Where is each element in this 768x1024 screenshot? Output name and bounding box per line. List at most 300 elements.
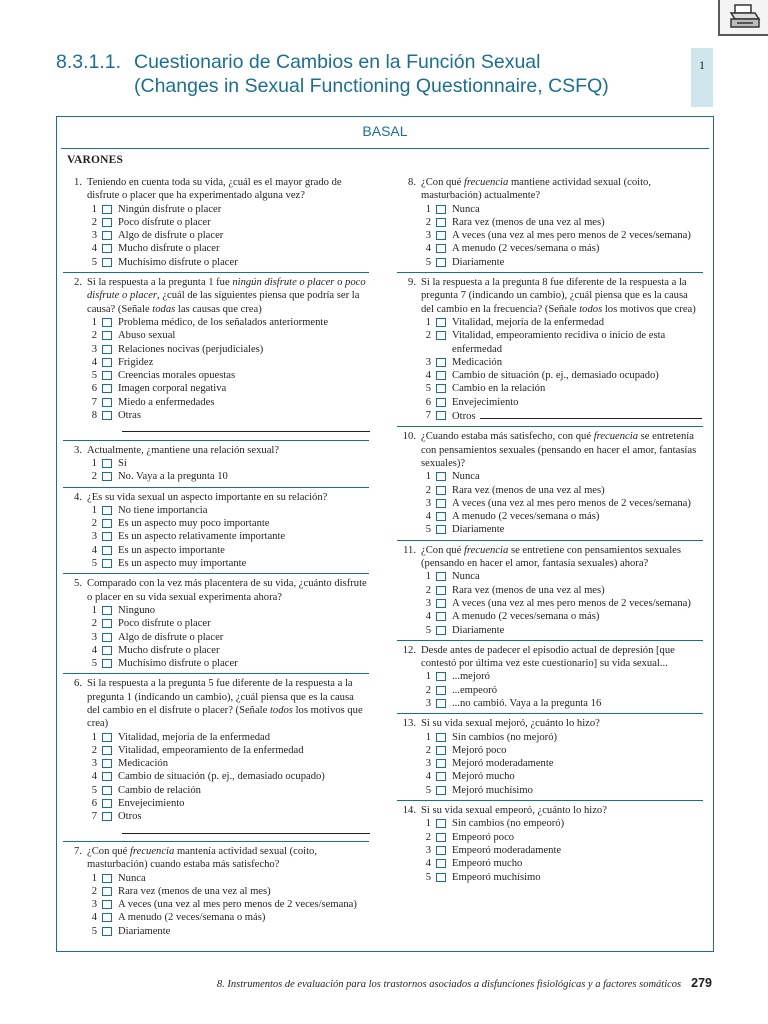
option-number: 2: [91, 518, 97, 530]
answer-option[interactable]: [63, 343, 369, 356]
option-checkbox[interactable]: [102, 733, 112, 742]
answer-option[interactable]: [397, 256, 703, 269]
option-label-text: A menudo (2 veces/semana o más): [452, 611, 600, 623]
option-label-text: Sin cambios (no empeoró): [452, 818, 565, 830]
option-label-text: Rara vez (menos de una vez al mes): [452, 584, 605, 596]
question-number: 8.: [408, 177, 416, 188]
option-label: [452, 570, 703, 583]
answer-option[interactable]: [397, 584, 703, 597]
option-checkbox[interactable]: [436, 358, 446, 367]
option-checkbox[interactable]: [102, 318, 112, 327]
option-label: [118, 644, 369, 657]
answer-option[interactable]: [63, 770, 369, 783]
option-checkbox[interactable]: [102, 812, 112, 821]
answer-option[interactable]: [63, 356, 369, 369]
answer-option[interactable]: [397, 510, 703, 523]
question-text-part: , ¿cuál de las siguientes piensa que podría ser la causa? (Señale: [87, 290, 360, 315]
question-7: [63, 842, 369, 941]
option-checkbox[interactable]: [102, 927, 112, 936]
answer-option[interactable]: [397, 484, 703, 497]
question-text-part: Teniendo en cuenta toda su vida, ¿cuál es el mayor grado de disfrute o placer que ha experimentado alguna vez?: [87, 177, 342, 202]
question-number: 6.: [74, 678, 82, 690]
option-checkbox[interactable]: [102, 258, 112, 267]
answer-option[interactable]: [397, 470, 703, 483]
answer-option[interactable]: [397, 409, 703, 423]
option-label-text: ...empeoró: [452, 684, 498, 696]
option-number: 2: [91, 885, 97, 897]
answer-option[interactable]: [397, 329, 703, 356]
option-number: 2: [425, 744, 431, 756]
option-label: [118, 757, 369, 770]
question-text-part: frecuencia: [593, 431, 639, 443]
option-label-text: Sí: [118, 457, 127, 469]
option-checkbox[interactable]: [102, 619, 112, 628]
option-label-text: Empeoró mucho: [452, 858, 523, 870]
question-number: 9.: [408, 277, 416, 289]
answer-option[interactable]: [397, 396, 703, 409]
option-label: [452, 597, 703, 610]
option-number: 5: [425, 624, 431, 636]
option-label: [452, 369, 703, 382]
option-label: [452, 670, 703, 683]
option-number: 5: [91, 925, 97, 937]
option-label: [452, 770, 703, 783]
question-14: [397, 801, 703, 887]
question-text-part: Actualmente, ¿mantiene una relación sexual?: [87, 444, 280, 456]
option-number: 4: [91, 912, 97, 924]
question-text-part: ¿Cuando estaba más satisfecho, con qué: [421, 431, 594, 443]
option-number: 4: [425, 611, 431, 623]
question-number: 4.: [74, 491, 82, 503]
option-number: 1: [91, 604, 97, 616]
answer-option[interactable]: [397, 497, 703, 510]
answer-option[interactable]: [63, 457, 369, 470]
print-button[interactable]: [718, 0, 768, 36]
option-label-text: Rara vez (menos de una vez al mes): [118, 885, 271, 897]
option-number: 4: [91, 644, 97, 656]
answer-option[interactable]: [63, 229, 369, 242]
option-label-text: A veces (una vez al mes pero menos de 2 veces/semana): [118, 899, 357, 911]
option-checkbox[interactable]: [102, 331, 112, 340]
answer-option[interactable]: [397, 857, 703, 870]
option-number: 4: [91, 243, 97, 255]
option-checkbox[interactable]: [102, 633, 112, 642]
option-checkbox[interactable]: [102, 659, 112, 668]
option-label: [118, 885, 369, 898]
answer-option[interactable]: [397, 697, 703, 710]
answer-option[interactable]: [63, 744, 369, 757]
question-text: [87, 577, 369, 604]
option-checkbox[interactable]: [436, 318, 446, 327]
option-label-text: Es un aspecto importante: [118, 544, 225, 556]
question-number: 7.: [74, 845, 82, 857]
answer-option[interactable]: [397, 356, 703, 369]
option-checkbox[interactable]: [436, 819, 446, 828]
answer-option[interactable]: [63, 617, 369, 630]
option-checkbox[interactable]: [436, 626, 446, 635]
answer-option[interactable]: [63, 369, 369, 382]
answer-option[interactable]: [63, 797, 369, 810]
option-checkbox[interactable]: [102, 345, 112, 354]
option-checkbox[interactable]: [102, 772, 112, 781]
answer-option[interactable]: [397, 844, 703, 857]
option-checkbox[interactable]: [436, 786, 446, 795]
option-number: 3: [91, 899, 97, 911]
answer-option[interactable]: [397, 316, 703, 329]
answer-option[interactable]: [63, 657, 369, 670]
option-label: [118, 409, 370, 437]
option-label: [118, 604, 369, 617]
option-label: [118, 744, 369, 757]
option-checkbox[interactable]: [102, 358, 112, 367]
answer-option[interactable]: [397, 242, 703, 255]
option-number: 4: [91, 544, 97, 556]
question-stem: [397, 176, 703, 203]
option-label: [118, 470, 369, 483]
option-checkbox[interactable]: [436, 331, 446, 340]
option-label-text: Envejecimiento: [452, 396, 519, 408]
answer-option[interactable]: [397, 523, 703, 536]
option-checkbox[interactable]: [436, 859, 446, 868]
option-number: 2: [91, 618, 97, 630]
option-checkbox[interactable]: [436, 398, 446, 407]
option-label: [118, 329, 369, 342]
answer-option[interactable]: [63, 731, 369, 744]
option-label-text: Envejecimiento: [118, 798, 185, 810]
question-stem: [63, 677, 369, 730]
answer-option[interactable]: [63, 810, 369, 838]
question-text-part: frecuencia: [129, 845, 175, 857]
answer-option[interactable]: [63, 382, 369, 395]
answer-option[interactable]: [397, 731, 703, 744]
question-text-part: frecuencia: [463, 544, 509, 556]
option-checkbox[interactable]: [436, 231, 446, 240]
option-checkbox[interactable]: [102, 231, 112, 240]
answer-option[interactable]: [63, 631, 369, 644]
answer-option[interactable]: [63, 517, 369, 530]
answer-option[interactable]: [63, 242, 369, 255]
option-number: 1: [425, 818, 431, 830]
option-checkbox[interactable]: [102, 746, 112, 755]
answer-option[interactable]: [63, 256, 369, 269]
question-number: 12.: [402, 644, 416, 656]
option-checkbox[interactable]: [102, 371, 112, 380]
answer-option[interactable]: [63, 604, 369, 617]
option-label-text: Es un aspecto muy importante: [118, 558, 247, 570]
option-number: 3: [425, 697, 431, 709]
option-label-text: Mejoró mucho: [452, 771, 515, 783]
question-number: 10.: [402, 431, 416, 443]
answer-option[interactable]: [397, 670, 703, 683]
option-label: [452, 409, 703, 423]
option-number: 1: [91, 316, 97, 328]
option-checkbox[interactable]: [102, 244, 112, 253]
question-text-part: las causas que crea): [175, 303, 262, 315]
answer-option[interactable]: [63, 885, 369, 898]
option-checkbox[interactable]: [102, 887, 112, 896]
option-label-text: Algo de disfrute o placer: [118, 631, 224, 643]
option-checkbox[interactable]: [102, 646, 112, 655]
option-checkbox[interactable]: [436, 411, 446, 420]
answer-option[interactable]: [63, 544, 369, 557]
option-label-text: Imagen corporal negativa: [118, 383, 227, 395]
answer-option[interactable]: [63, 504, 369, 517]
answer-option[interactable]: [63, 409, 369, 437]
answer-option[interactable]: [397, 229, 703, 242]
option-label: [452, 523, 703, 536]
answer-option[interactable]: [397, 871, 703, 884]
answer-option[interactable]: [63, 872, 369, 885]
answer-option[interactable]: [63, 911, 369, 924]
option-number: 7: [91, 811, 97, 823]
answer-option[interactable]: [397, 610, 703, 623]
answer-option[interactable]: [397, 369, 703, 382]
option-label: [452, 871, 703, 884]
option-number: 6: [425, 396, 431, 408]
option-checkbox[interactable]: [102, 913, 112, 922]
answer-option[interactable]: [63, 644, 369, 657]
option-checkbox[interactable]: [436, 525, 446, 534]
answer-option[interactable]: [63, 329, 369, 342]
question-2: [63, 273, 369, 441]
answer-option[interactable]: [397, 784, 703, 797]
questionnaire-box: [56, 116, 714, 952]
option-checkbox[interactable]: [102, 559, 112, 568]
answer-option[interactable]: [397, 382, 703, 395]
option-checkbox[interactable]: [102, 786, 112, 795]
question-stem: [63, 444, 369, 457]
option-checkbox[interactable]: [436, 384, 446, 393]
option-label: [118, 544, 369, 557]
question-text-part: ningún disfrute o placer: [232, 277, 335, 289]
option-label: [452, 684, 703, 697]
question-text-part: mantenía actividad sexual (coito, masturbación) cuando estaba más satisfecho?: [87, 845, 317, 871]
option-checkbox[interactable]: [436, 873, 446, 882]
answer-option[interactable]: [63, 530, 369, 543]
question-text-part: Si su vida sexual mejoró, ¿cuánto lo hizo?: [421, 718, 600, 730]
answer-option[interactable]: [397, 684, 703, 697]
option-label: [118, 382, 369, 395]
option-number: 1: [91, 504, 97, 516]
answer-option[interactable]: [397, 757, 703, 770]
option-number: 5: [425, 871, 431, 883]
question-text-part: Si la respuesta a la pregunta 1 fue: [87, 277, 233, 289]
answer-option[interactable]: [63, 784, 369, 797]
option-checkbox[interactable]: [436, 586, 446, 595]
option-number: 1: [425, 731, 431, 743]
option-label-text: Poco disfrute o placer: [118, 216, 211, 228]
option-checkbox[interactable]: [436, 833, 446, 842]
question-text-part: todos: [269, 704, 293, 716]
option-checkbox[interactable]: [436, 472, 446, 481]
answer-option[interactable]: [397, 570, 703, 583]
question-stem: [63, 176, 369, 203]
option-label: [118, 369, 369, 382]
answer-option[interactable]: [63, 316, 369, 329]
option-number: 5: [425, 524, 431, 536]
option-label: [118, 911, 369, 924]
answer-option[interactable]: [63, 757, 369, 770]
question-text-part: Si la respuesta a la pregunta 8 fue diferente de la respuesta a la pregunta 7 (indicando un cambio), ¿cuál piensa que es la causa del cambio en la frecuencia? (Señale: [421, 277, 688, 315]
option-label-text: Cambio de relación: [118, 784, 201, 796]
option-number: 1: [91, 731, 97, 743]
question-text-part: poco disfrute o placer: [87, 277, 366, 302]
option-number: 1: [425, 671, 431, 683]
answer-option[interactable]: [63, 898, 369, 911]
question-text: [421, 717, 703, 730]
option-checkbox[interactable]: [436, 733, 446, 742]
option-number: 8: [91, 410, 97, 422]
option-number: 2: [425, 330, 431, 342]
option-label: [452, 697, 703, 710]
question-text: [421, 276, 703, 316]
option-label-text: Nunca: [118, 872, 146, 884]
question-stem: [397, 544, 703, 571]
option-checkbox[interactable]: [436, 699, 446, 708]
question-text: [421, 644, 703, 671]
option-label-text: Frigidez: [118, 356, 154, 368]
option-label-text: Mucho disfrute o placer: [118, 644, 220, 656]
option-checkbox[interactable]: [102, 218, 112, 227]
question-13: [397, 714, 703, 801]
option-label-text: Sin cambios (no mejoró): [452, 731, 558, 743]
option-checkbox[interactable]: [102, 506, 112, 515]
option-label: [452, 484, 703, 497]
answer-option[interactable]: [397, 624, 703, 637]
option-checkbox[interactable]: [436, 244, 446, 253]
answer-option[interactable]: [63, 470, 369, 483]
question-text-part: o: [334, 277, 346, 289]
option-label: [452, 744, 703, 757]
option-checkbox[interactable]: [436, 599, 446, 608]
option-checkbox[interactable]: [102, 398, 112, 407]
option-checkbox[interactable]: [102, 759, 112, 768]
option-number: 2: [425, 484, 431, 496]
option-label-text: Empeoró poco: [452, 831, 515, 843]
option-label-text: Muchísimo disfrute o placer: [118, 658, 238, 670]
answer-option[interactable]: [397, 831, 703, 844]
answer-option[interactable]: [397, 216, 703, 229]
answer-option[interactable]: [63, 925, 369, 938]
option-checkbox[interactable]: [436, 759, 446, 768]
answer-option[interactable]: [397, 744, 703, 757]
option-label: [118, 631, 369, 644]
option-number: 1: [91, 872, 97, 884]
option-number: 4: [91, 771, 97, 783]
option-checkbox[interactable]: [102, 411, 112, 420]
option-label: [118, 316, 369, 329]
answer-option[interactable]: [397, 770, 703, 783]
answer-option[interactable]: [63, 216, 369, 229]
option-label-text: Rara vez (menos de una vez al mes): [452, 216, 605, 228]
option-checkbox[interactable]: [436, 686, 446, 695]
option-label: [452, 731, 703, 744]
option-number: 3: [91, 230, 97, 242]
question-text-part: ¿Con qué: [421, 544, 464, 556]
option-label-text: Abuso sexual: [118, 330, 176, 342]
option-number: 3: [425, 230, 431, 242]
option-checkbox[interactable]: [436, 746, 446, 755]
question-text: [87, 176, 369, 203]
option-label-text: Mejoró moderadamente: [452, 758, 554, 770]
other-text-field[interactable]: [122, 422, 370, 432]
question-3: [63, 441, 369, 488]
answer-option[interactable]: [397, 597, 703, 610]
option-checkbox[interactable]: [102, 532, 112, 541]
question-1: [63, 173, 369, 273]
option-label: [118, 216, 369, 229]
question-stem: [63, 577, 369, 604]
option-label: [452, 497, 703, 510]
option-label-text: No tiene importancia: [118, 504, 208, 516]
question-text-part: frecuencia: [463, 177, 509, 188]
question-number: 14.: [402, 805, 416, 817]
option-checkbox[interactable]: [436, 512, 446, 521]
option-checkbox[interactable]: [102, 874, 112, 883]
option-number: 3: [91, 531, 97, 543]
option-checkbox[interactable]: [102, 799, 112, 808]
option-checkbox[interactable]: [102, 384, 112, 393]
other-text-field[interactable]: [122, 824, 370, 834]
option-label: [452, 857, 703, 870]
option-checkbox[interactable]: [102, 900, 112, 909]
title-line-1: Cuestionario de Cambios en la Función Sexual: [134, 51, 541, 73]
option-checkbox[interactable]: [436, 371, 446, 380]
question-text: [421, 544, 703, 571]
question-text: [421, 176, 703, 203]
option-checkbox[interactable]: [436, 218, 446, 227]
answer-option[interactable]: [397, 817, 703, 830]
answer-option[interactable]: [63, 203, 369, 216]
option-checkbox[interactable]: [436, 205, 446, 214]
question-text-part: todas: [152, 303, 176, 315]
question-text: [87, 845, 369, 872]
option-checkbox[interactable]: [102, 205, 112, 214]
option-checkbox[interactable]: [436, 572, 446, 581]
option-label-text: A menudo (2 veces/semana o más): [452, 511, 600, 523]
option-label-text: Mucho disfrute o placer: [118, 243, 220, 255]
option-label: [452, 757, 703, 770]
option-checkbox[interactable]: [436, 772, 446, 781]
option-checkbox[interactable]: [436, 612, 446, 621]
option-label-text: Otros: [118, 811, 142, 823]
option-checkbox[interactable]: [102, 519, 112, 528]
option-label: [452, 624, 703, 637]
question-9: [397, 273, 703, 427]
option-checkbox[interactable]: [102, 472, 112, 481]
option-checkbox[interactable]: [102, 606, 112, 615]
answer-option[interactable]: [63, 557, 369, 570]
option-label-text: Nunca: [452, 571, 480, 583]
answer-option[interactable]: [397, 203, 703, 216]
page-footer: [0, 976, 712, 990]
option-checkbox[interactable]: [436, 499, 446, 508]
option-checkbox[interactable]: [436, 846, 446, 855]
option-checkbox[interactable]: [436, 486, 446, 495]
option-checkbox[interactable]: [102, 459, 112, 468]
option-label: [118, 617, 369, 630]
option-checkbox[interactable]: [436, 672, 446, 681]
option-checkbox[interactable]: [102, 546, 112, 555]
option-number: 4: [91, 356, 97, 368]
option-label-text: Ningún disfrute o placer: [118, 203, 222, 215]
answer-option[interactable]: [63, 396, 369, 409]
option-checkbox[interactable]: [436, 258, 446, 267]
option-label-text: Mejoró muchísimo: [452, 784, 533, 796]
option-number: 3: [425, 497, 431, 509]
other-text-field[interactable]: [480, 409, 702, 419]
option-label: [452, 356, 703, 369]
